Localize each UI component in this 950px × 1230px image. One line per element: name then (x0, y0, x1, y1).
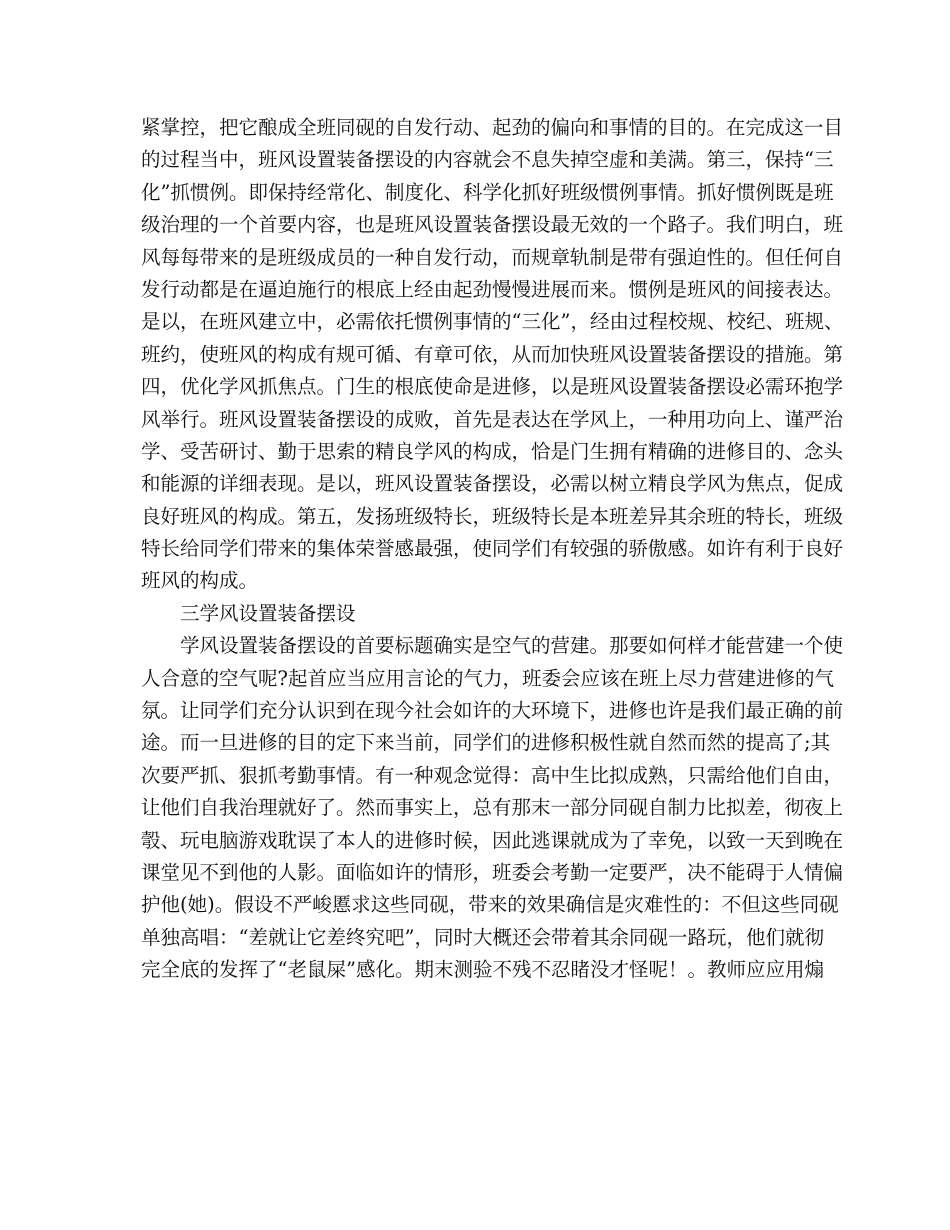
text-line: 让他们自我治理就好了。然而事实上，总有那末一部分同砚自制力比拟差，彻夜上 (141, 796, 844, 820)
text-line: 发行动都是在逼迫施行的根底上经由起劲慢慢进展而来。惯例是班风的间接表达。 (141, 277, 844, 301)
text-line: 紧掌控，把它酿成全班同砚的自发行动、起劲的偏向和事情的目的。在完成这一目 (141, 116, 844, 139)
document-body (141, 112, 844, 987)
text-line: 化”抓惯例。即保持经常化、制度化、科学化抓好班级惯例事情。抓好惯例既是班 (141, 180, 834, 204)
text-line: 的过程当中，班风设置装备摆设的内容就会不息失掉空虚和美满。第三，保持“三 (141, 148, 834, 172)
text-line: 风举行。班风设置装备摆设的成败，首先是表达在学风上，一种用功向上、谨严治 (141, 407, 844, 431)
text-line: 级治理的一个首要内容，也是班风设置装备摆设最无效的一个路子。我们明白，班 (141, 213, 844, 237)
paragraph-class-style (141, 112, 844, 598)
text-line: 四，优化学风抓焦点。门生的根底使命是进修，以是班风设置装备摆设必需环抱学 (141, 375, 844, 399)
text-line: 护他(她)。假设不严峻慝求这些同砚，带来的效果确信是灾难性的：不但这些同砚 (141, 893, 839, 917)
text-line: 人合意的空气呢?起首应当应用言论的气力，班委会应该在班上尽力营建进修的气 (141, 666, 834, 690)
text-line: 风每每带来的是班级成员的一种自发行动，而规章轨制是带有强迫性的。但任何自 (141, 245, 844, 269)
text-line: 是以，在班风建立中，必需依托惯例事情的“三化”，经由过程校规、校纪、班规、 (141, 310, 844, 334)
text-line: 途。而一旦进修的目的定下来当前，同学们的进修积极性就自然而然的提高了;其 (141, 731, 831, 755)
text-line: 单独高唱：“差就让它差终究吧”，同时大概还会带着其余同砚一路玩，他们就彻 (141, 925, 824, 949)
text-line: 完全底的发挥了“老鼠屎”感化。期末测验不残不忍睹没才怪呢！。教师应应用煽 (141, 958, 824, 982)
text-line: 班约，使班风的构成有规可循、有章可依，从而加快班风设置装备摆设的措施。第 (141, 342, 844, 366)
text-line: 特长给同学们带来的集体荣誉感最强，使同学们有较强的骄傲感。如许有利于良好 (141, 537, 844, 561)
text-line: 学、受苦研讨、勤于思索的精良学风的构成，恰是门生拥有精确的进修目的、念头 (141, 439, 844, 463)
section-heading: 三学风设置装备摆设 (180, 601, 356, 625)
text-line: 良好班风的构成。第五，发扬班级特长，班级特长是本班差异其余班的特长，班级 (141, 504, 844, 528)
text-line: 次要严抓、狠抓考勤事情。有一种观念觉得：高中生比拟成熟，只需给他们自由， (141, 763, 844, 787)
text-line: 班风的构成。 (141, 569, 259, 593)
text-line: 氛。让同学们充分认识到在现今社会如许的大环境下，进修也许是我们最正确的前 (141, 699, 844, 723)
text-line: 和能源的详细表现。是以，班风设置装备摆设，必需以树立精良学风为焦点，促成 (141, 472, 844, 496)
text-line: 彀、玩电脑游戏耽误了本人的进修时候，因此逃课就成为了幸免，以致一天到晚在 (141, 828, 844, 852)
paragraph-study-style (141, 630, 844, 986)
text-line: 课堂见不到他的人影。面临如许的情形，班委会考勤一定要严，决不能碍于人情偏 (141, 860, 844, 884)
text-line: 学风设置装备摆设的首要标题确实是空气的营建。那要如何样才能营建一个使 (180, 634, 844, 658)
